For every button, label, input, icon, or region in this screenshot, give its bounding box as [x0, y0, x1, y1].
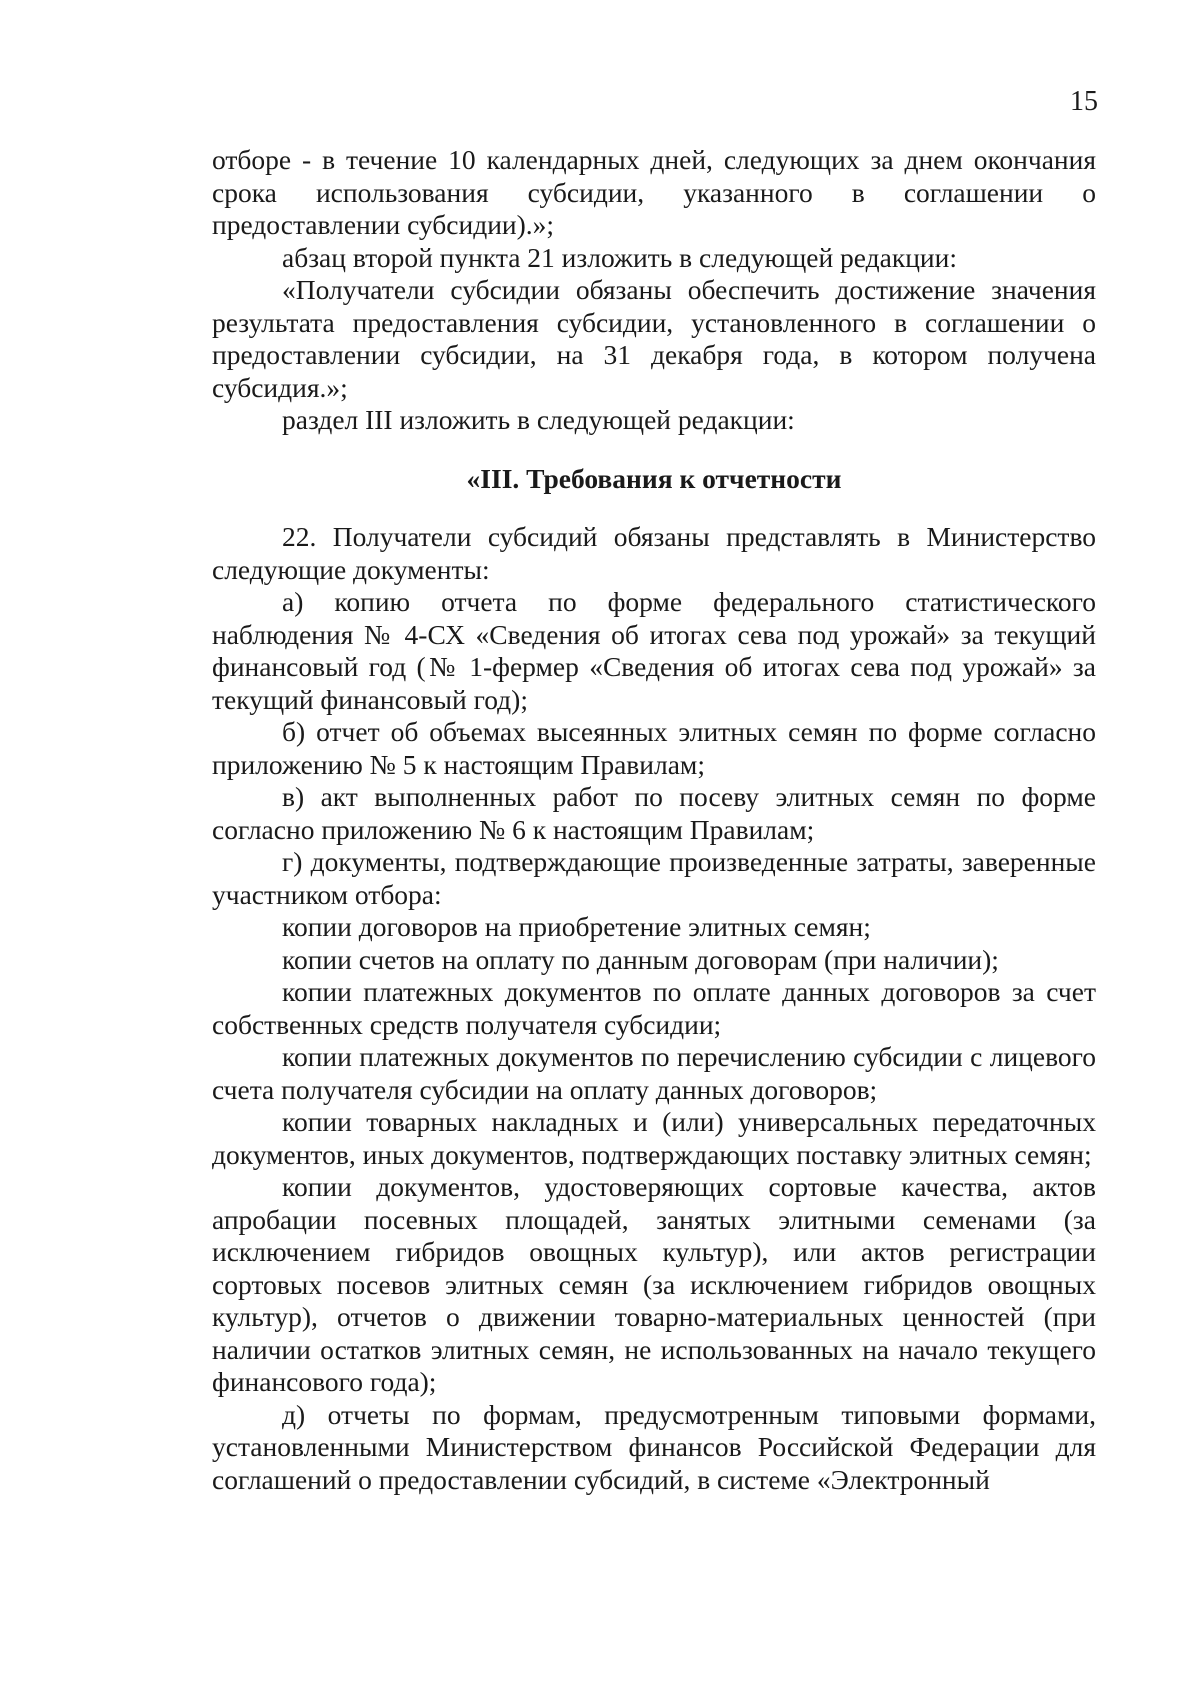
- paragraphs-before: [212, 144, 1096, 437]
- paragraph: копии товарных накладных и (или) универсальных передаточных документов, иных документов, подтверждающих поставку элитных семян;: [212, 1106, 1096, 1170]
- page-number: 15: [1070, 86, 1098, 117]
- document-body: [212, 144, 1096, 1496]
- paragraph: раздел III изложить в следующей редакции:: [282, 404, 795, 435]
- paragraph: д) отчеты по формам, предусмотренным типовыми формами, установленными Министерством финансов Российской Федерации для соглашений о предоставлении субсидий, в системе «Электронный: [212, 1398, 1096, 1495]
- paragraphs-after: [212, 521, 1096, 1496]
- paragraph: копии платежных документов по оплате данных договоров за счет собственных средств получателя субсидии;: [212, 976, 1096, 1040]
- paragraph: копии счетов на оплату по данным договорам (при наличии);: [282, 943, 999, 975]
- paragraph: абзац второй пункта 21 изложить в следующей редакции:: [282, 241, 957, 273]
- paragraph: б) отчет об объемах высеянных элитных семян по форме согласно приложению № 5 к настоящим Правилам;: [212, 716, 1096, 780]
- paragraph: копии договоров на приобретение элитных семян;: [282, 911, 871, 942]
- section-heading: «III. Требования к отчетности: [466, 462, 842, 494]
- paragraph: копии платежных документов по перечислению субсидии с лицевого счета получателя субсидии на оплату данных договоров;: [212, 1041, 1096, 1105]
- paragraph: «Получатели субсидии обязаны обеспечить достижение значения результата предоставления субсидии, установленного в соглашении о предоставлении субсидии, на 31 декабря года, в котором получена субсидия.»;: [212, 274, 1096, 403]
- paragraph: копии документов, удостоверяющих сортовые качества, актов апробации посевных площадей, занятых элитными семенами (за исключением гибридов овощных культур), или актов регистрации сортовых посевов элитных семян (за исключением гибридов овощных культур), отчетов о движении товарно-материальных ценностей (при наличии остатков элитных семян, не использованных на начало текущего финансового года);: [212, 1171, 1096, 1397]
- paragraph: 22. Получатели субсидий обязаны представлять в Министерство следующие документы:: [212, 521, 1096, 585]
- paragraph: в) акт выполненных работ по посеву элитных семян по форме согласно приложению № 6 к настоящим Правилам;: [212, 781, 1096, 845]
- paragraph: отборе - в течение 10 календарных дней, следующих за днем окончания срока использования субсидии, указанного в соглашении о предоставлении субсидии).»;: [212, 144, 1096, 240]
- paragraph: г) документы, подтверждающие произведенные затраты, заверенные участником отбора:: [212, 846, 1096, 910]
- paragraph: а) копию отчета по форме федерального статистического наблюдения № 4-СХ «Сведения об итогах сева под урожай» за текущий финансовый год (№ 1-фермер «Сведения об итогах сева под урожай» за текущий финансовый год);: [212, 586, 1096, 715]
